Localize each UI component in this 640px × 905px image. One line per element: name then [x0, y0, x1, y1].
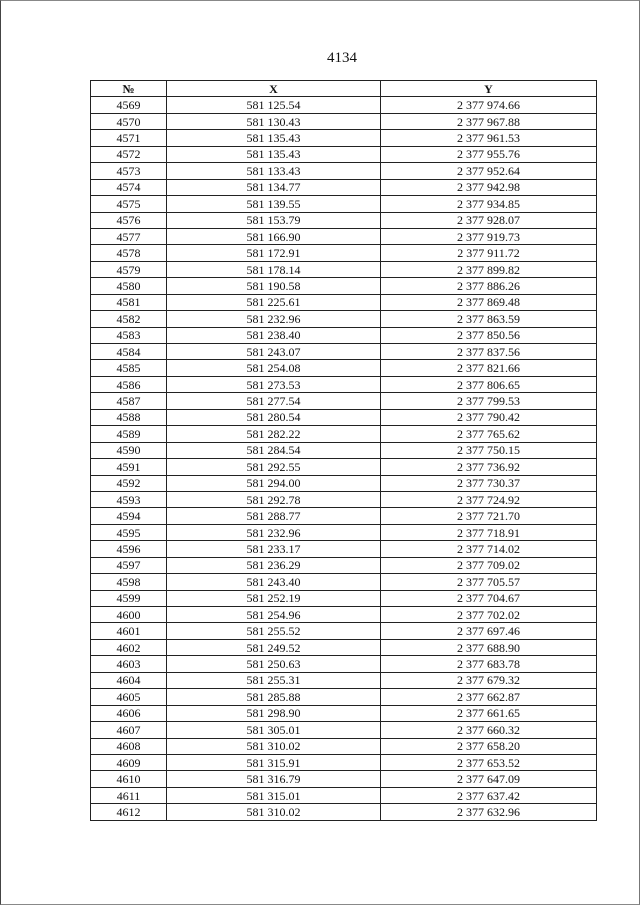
cell-y: 2 377 952.64 — [381, 163, 597, 179]
table-row — [91, 771, 597, 787]
cell-x: 581 139.55 — [167, 196, 381, 212]
cell-x: 581 315.01 — [167, 787, 381, 803]
cell-number: 4597 — [91, 557, 167, 573]
cell-x: 581 292.78 — [167, 491, 381, 507]
cell-y: 2 377 724.92 — [381, 491, 597, 507]
cell-number: 4588 — [91, 409, 167, 425]
cell-number: 4572 — [91, 146, 167, 162]
table-row — [91, 442, 597, 458]
table-row — [91, 409, 597, 425]
table-row — [91, 393, 597, 409]
cell-y: 2 377 662.87 — [381, 689, 597, 705]
cell-x: 581 133.43 — [167, 163, 381, 179]
cell-number: 4586 — [91, 376, 167, 392]
cell-y: 2 377 863.59 — [381, 311, 597, 327]
table-row — [91, 557, 597, 573]
cell-number: 4576 — [91, 212, 167, 228]
table-row — [91, 804, 597, 820]
page-number: 4134 — [327, 50, 357, 66]
cell-number: 4575 — [91, 196, 167, 212]
table-row — [91, 278, 597, 294]
table-row — [91, 228, 597, 244]
cell-number: 4611 — [91, 787, 167, 803]
table-row — [91, 738, 597, 754]
cell-y: 2 377 790.42 — [381, 409, 597, 425]
cell-y: 2 377 886.26 — [381, 278, 597, 294]
table-body — [91, 97, 597, 820]
cell-y: 2 377 709.02 — [381, 557, 597, 573]
table-row — [91, 787, 597, 803]
cell-y: 2 377 850.56 — [381, 327, 597, 343]
table-row — [91, 130, 597, 146]
table-row — [91, 426, 597, 442]
cell-number: 4604 — [91, 672, 167, 688]
cell-y: 2 377 911.72 — [381, 245, 597, 261]
table-row — [91, 689, 597, 705]
table-row — [91, 524, 597, 540]
cell-x: 581 285.88 — [167, 689, 381, 705]
cell-y: 2 377 974.66 — [381, 97, 597, 113]
cell-y: 2 377 647.09 — [381, 771, 597, 787]
cell-x: 581 243.40 — [167, 574, 381, 590]
cell-y: 2 377 683.78 — [381, 656, 597, 672]
cell-y: 2 377 799.53 — [381, 393, 597, 409]
table-row — [91, 607, 597, 623]
cell-x: 581 178.14 — [167, 261, 381, 277]
cell-number: 4582 — [91, 311, 167, 327]
cell-number: 4577 — [91, 228, 167, 244]
cell-number: 4595 — [91, 524, 167, 540]
cell-y: 2 377 765.62 — [381, 426, 597, 442]
header-x: X — [167, 81, 381, 97]
cell-y: 2 377 928.07 — [381, 212, 597, 228]
cell-y: 2 377 967.88 — [381, 113, 597, 129]
cell-y: 2 377 934.85 — [381, 196, 597, 212]
cell-number: 4593 — [91, 491, 167, 507]
table-row — [91, 475, 597, 491]
cell-x: 581 310.02 — [167, 804, 381, 820]
cell-y: 2 377 919.73 — [381, 228, 597, 244]
cell-x: 581 292.55 — [167, 459, 381, 475]
table-row — [91, 196, 597, 212]
table-row — [91, 656, 597, 672]
cell-x: 581 255.31 — [167, 672, 381, 688]
cell-y: 2 377 806.65 — [381, 376, 597, 392]
cell-y: 2 377 660.32 — [381, 722, 597, 738]
cell-y: 2 377 702.02 — [381, 607, 597, 623]
cell-x: 581 238.40 — [167, 327, 381, 343]
table-row — [91, 212, 597, 228]
cell-x: 581 232.96 — [167, 524, 381, 540]
cell-x: 581 249.52 — [167, 639, 381, 655]
cell-number: 4591 — [91, 459, 167, 475]
cell-x: 581 236.29 — [167, 557, 381, 573]
cell-x: 581 288.77 — [167, 508, 381, 524]
cell-x: 581 305.01 — [167, 722, 381, 738]
cell-x: 581 166.90 — [167, 228, 381, 244]
cell-number: 4600 — [91, 607, 167, 623]
cell-y: 2 377 632.96 — [381, 804, 597, 820]
table-row — [91, 113, 597, 129]
cell-x: 581 190.58 — [167, 278, 381, 294]
cell-number: 4583 — [91, 327, 167, 343]
cell-y: 2 377 869.48 — [381, 294, 597, 310]
cell-x: 581 282.22 — [167, 426, 381, 442]
cell-number: 4607 — [91, 722, 167, 738]
cell-number: 4599 — [91, 590, 167, 606]
table-row — [91, 590, 597, 606]
table-row — [91, 360, 597, 376]
cell-x: 581 233.17 — [167, 541, 381, 557]
cell-number: 4612 — [91, 804, 167, 820]
cell-number: 4569 — [91, 97, 167, 113]
cell-x: 581 243.07 — [167, 344, 381, 360]
cell-number: 4609 — [91, 754, 167, 770]
table-row — [91, 491, 597, 507]
cell-number: 4585 — [91, 360, 167, 376]
cell-y: 2 377 637.42 — [381, 787, 597, 803]
cell-x: 581 273.53 — [167, 376, 381, 392]
cell-number: 4590 — [91, 442, 167, 458]
cell-y: 2 377 821.66 — [381, 360, 597, 376]
cell-x: 581 252.19 — [167, 590, 381, 606]
cell-x: 581 250.63 — [167, 656, 381, 672]
cell-x: 581 135.43 — [167, 130, 381, 146]
cell-number: 4606 — [91, 705, 167, 721]
cell-y: 2 377 704.67 — [381, 590, 597, 606]
table-row — [91, 754, 597, 770]
cell-number: 4581 — [91, 294, 167, 310]
table-row — [91, 261, 597, 277]
cell-number: 4574 — [91, 179, 167, 195]
table-row — [91, 574, 597, 590]
cell-number: 4571 — [91, 130, 167, 146]
cell-x: 581 284.54 — [167, 442, 381, 458]
table-row — [91, 623, 597, 639]
cell-x: 581 294.00 — [167, 475, 381, 491]
cell-x: 581 130.43 — [167, 113, 381, 129]
cell-x: 581 153.79 — [167, 212, 381, 228]
cell-number: 4589 — [91, 426, 167, 442]
cell-y: 2 377 705.57 — [381, 574, 597, 590]
cell-x: 581 254.08 — [167, 360, 381, 376]
table-row — [91, 146, 597, 162]
table-row — [91, 163, 597, 179]
table-row — [91, 705, 597, 721]
cell-number: 4602 — [91, 639, 167, 655]
cell-x: 581 254.96 — [167, 607, 381, 623]
cell-number: 4587 — [91, 393, 167, 409]
cell-number: 4570 — [91, 113, 167, 129]
header-y: Y — [381, 81, 597, 97]
table-row — [91, 459, 597, 475]
cell-number: 4580 — [91, 278, 167, 294]
cell-y: 2 377 736.92 — [381, 459, 597, 475]
cell-y: 2 377 718.91 — [381, 524, 597, 540]
cell-x: 581 125.54 — [167, 97, 381, 113]
cell-y: 2 377 714.02 — [381, 541, 597, 557]
cell-x: 581 316.79 — [167, 771, 381, 787]
table-row — [91, 294, 597, 310]
cell-x: 581 172.91 — [167, 245, 381, 261]
cell-x: 581 280.54 — [167, 409, 381, 425]
cell-y: 2 377 658.20 — [381, 738, 597, 754]
table-row — [91, 245, 597, 261]
header-row — [91, 81, 597, 97]
table-header — [91, 81, 597, 97]
table-row — [91, 722, 597, 738]
cell-x: 581 255.52 — [167, 623, 381, 639]
cell-x: 581 298.90 — [167, 705, 381, 721]
cell-y: 2 377 899.82 — [381, 261, 597, 277]
cell-number: 4608 — [91, 738, 167, 754]
table-row — [91, 311, 597, 327]
cell-x: 581 277.54 — [167, 393, 381, 409]
cell-number: 4610 — [91, 771, 167, 787]
cell-y: 2 377 721.70 — [381, 508, 597, 524]
cell-x: 581 135.43 — [167, 146, 381, 162]
cell-y: 2 377 730.37 — [381, 475, 597, 491]
cell-y: 2 377 955.76 — [381, 146, 597, 162]
cell-number: 4605 — [91, 689, 167, 705]
cell-number: 4601 — [91, 623, 167, 639]
cell-number: 4594 — [91, 508, 167, 524]
cell-x: 581 310.02 — [167, 738, 381, 754]
cell-x: 581 315.91 — [167, 754, 381, 770]
cell-number: 4592 — [91, 475, 167, 491]
coordinates-table — [90, 80, 597, 821]
cell-y: 2 377 750.15 — [381, 442, 597, 458]
cell-y: 2 377 688.90 — [381, 639, 597, 655]
cell-number: 4603 — [91, 656, 167, 672]
cell-x: 581 225.61 — [167, 294, 381, 310]
cell-x: 581 134.77 — [167, 179, 381, 195]
cell-y: 2 377 653.52 — [381, 754, 597, 770]
table-row — [91, 344, 597, 360]
table-row — [91, 376, 597, 392]
table-row — [91, 541, 597, 557]
cell-y: 2 377 961.53 — [381, 130, 597, 146]
table-row — [91, 327, 597, 343]
header-number: № — [91, 81, 167, 97]
cell-y: 2 377 837.56 — [381, 344, 597, 360]
cell-number: 4596 — [91, 541, 167, 557]
cell-number: 4579 — [91, 261, 167, 277]
cell-x: 581 232.96 — [167, 311, 381, 327]
table-row — [91, 639, 597, 655]
cell-number: 4573 — [91, 163, 167, 179]
table-row — [91, 508, 597, 524]
cell-y: 2 377 942.98 — [381, 179, 597, 195]
cell-number: 4598 — [91, 574, 167, 590]
cell-number: 4578 — [91, 245, 167, 261]
cell-y: 2 377 661.65 — [381, 705, 597, 721]
cell-number: 4584 — [91, 344, 167, 360]
table-row — [91, 97, 597, 113]
cell-y: 2 377 679.32 — [381, 672, 597, 688]
table-row — [91, 672, 597, 688]
cell-y: 2 377 697.46 — [381, 623, 597, 639]
table-row — [91, 179, 597, 195]
